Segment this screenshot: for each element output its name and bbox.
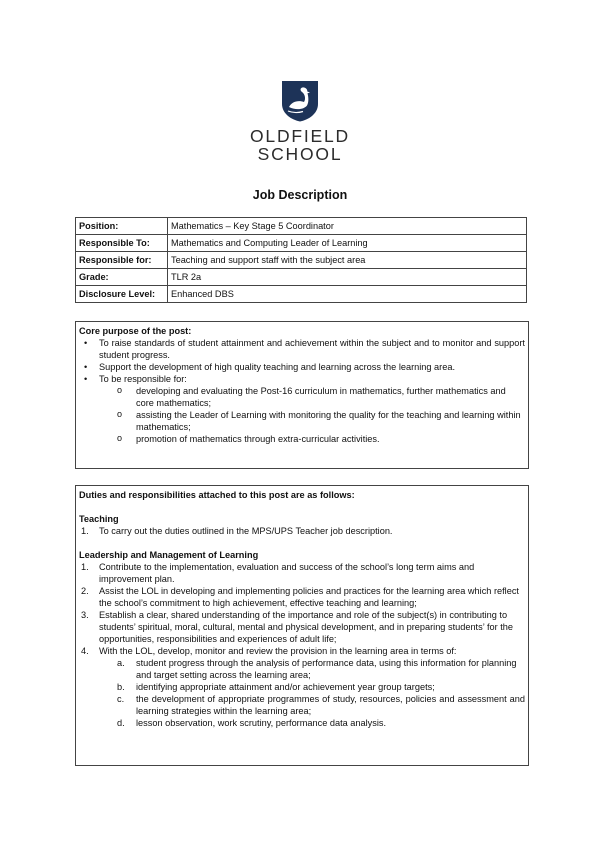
responsible-for-value: Teaching and support staff with the subject area <box>168 252 527 269</box>
list-letter: a. <box>117 658 125 668</box>
swan-crest-icon <box>281 80 319 122</box>
list-item <box>79 657 525 681</box>
list-item <box>79 681 525 693</box>
core-purpose-list <box>79 337 525 385</box>
document-title: Job Description <box>252 188 348 202</box>
list-item <box>79 717 525 729</box>
table-row <box>76 235 527 252</box>
list-number: 1. <box>81 562 89 572</box>
grade-label: Grade: <box>76 269 168 286</box>
list-letter: b. <box>117 682 125 692</box>
core-purpose-box <box>75 321 529 469</box>
table-row <box>76 269 527 286</box>
list-item: o assisting the Leader of Learning with monitoring the quality for the teaching and learning within mathematics; <box>79 409 525 433</box>
list-item <box>79 585 525 609</box>
position-value: Mathematics – Key Stage 5 Coordinator <box>168 218 527 235</box>
school-name-line2: SCHOOL <box>257 144 343 164</box>
responsibilities-sublist <box>79 385 525 445</box>
duties-box <box>75 485 529 766</box>
teaching-heading: Teaching <box>79 514 119 524</box>
list-number: 3. <box>81 610 89 620</box>
leadership-list <box>79 561 525 657</box>
school-logo <box>0 80 600 163</box>
list-item <box>79 645 525 657</box>
duties-heading: Duties and responsibilities attached to this post are as follows: <box>79 490 355 500</box>
job-info-table <box>75 217 527 303</box>
school-name-line1: OLDFIELD <box>250 126 350 146</box>
list-item: • To be responsible for: <box>79 373 525 385</box>
list-text: To carry out the duties outlined in the MPS/UPS Teacher job description. <box>99 526 393 536</box>
table-row <box>76 252 527 269</box>
position-label: Position: <box>76 218 168 235</box>
table-row <box>76 218 527 235</box>
list-text: student progress through the analysis of performance data, using this information for planning and target setting across the learning area; <box>136 658 517 680</box>
list-text: Contribute to the implementation, evaluation and success of the school’s long term aims and improvement plan. <box>99 562 475 584</box>
list-item <box>79 609 525 645</box>
list-item: o developing and evaluating the Post-16 curriculum in mathematics, further mathematics and core mathematics; <box>79 385 525 409</box>
list-letter: c. <box>117 694 125 704</box>
disclosure-level-label: Disclosure Level: <box>76 286 168 303</box>
list-text: Establish a clear, shared understanding of the importance and role of the subject(s) in contributing to students’ spiritual, moral, cultural, mental and physical development, and in preparing students’ for the opportunities, responsibilities and experiences of adult life; <box>99 610 514 644</box>
core-purpose-heading: Core purpose of the post: <box>79 326 192 336</box>
responsible-for-label: Responsible for: <box>76 252 168 269</box>
table-row <box>76 286 527 303</box>
list-number: 4. <box>81 646 89 656</box>
list-item <box>79 561 525 585</box>
list-number: 2. <box>81 586 89 596</box>
list-text: Assist the LOL in developing and implementing policies and practices for the learning area which reflect the school’s commitment to high achievement, effective teaching and learning; <box>99 586 519 608</box>
responsible-to-value: Mathematics and Computing Leader of Learning <box>168 235 527 252</box>
list-text: the development of appropriate programmes of study, resources, policies and assessment and learning strategies within the learning area; <box>136 694 525 716</box>
list-item: o promotion of mathematics through extra-curricular activities. <box>79 433 525 445</box>
list-text: With the LOL, develop, monitor and review the provision in the learning area in terms of: <box>99 646 457 656</box>
list-letter: d. <box>117 718 125 728</box>
list-item: • To raise standards of student attainment and achievement within the subject and to monitor and support student progress. <box>79 337 525 361</box>
responsible-to-label: Responsible To: <box>76 235 168 252</box>
leadership-heading: Leadership and Management of Learning <box>79 550 259 560</box>
provision-sublist <box>79 657 525 729</box>
list-text: identifying appropriate attainment and/or achievement year group targets; <box>136 682 435 692</box>
list-item: • Support the development of high quality teaching and learning across the learning area. <box>79 361 525 373</box>
grade-value: TLR 2a <box>168 269 527 286</box>
list-number: 1. <box>81 526 89 536</box>
teaching-list <box>79 525 525 537</box>
list-text: lesson observation, work scrutiny, performance data analysis. <box>136 718 387 728</box>
list-item <box>79 693 525 717</box>
disclosure-level-value: Enhanced DBS <box>168 286 527 303</box>
list-item <box>79 525 525 537</box>
